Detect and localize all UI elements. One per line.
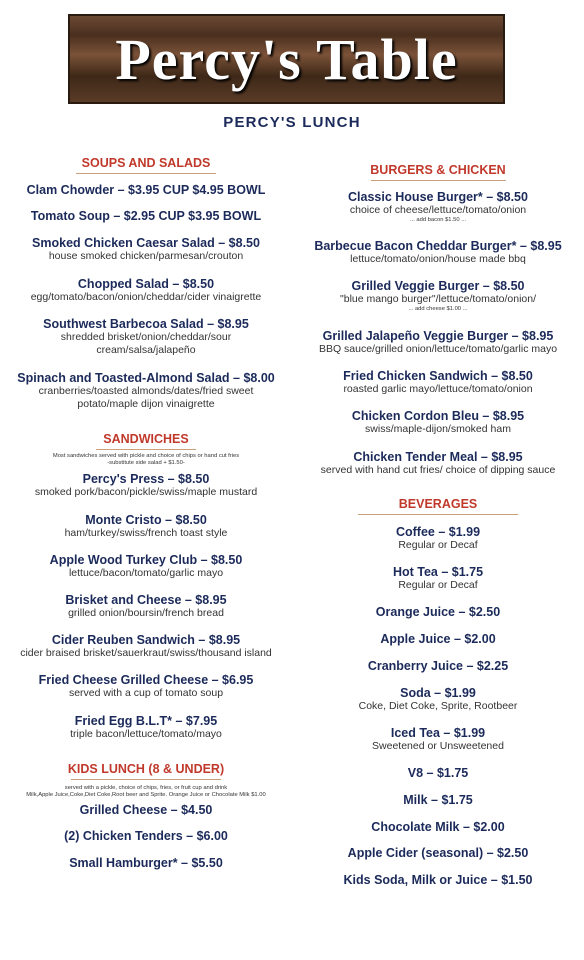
menu-item: Soda – $1.99 Coke, Diet Coke, Sprite, Rootbeer	[358, 686, 518, 712]
menu-item: Kids Soda, Milk or Juice – $1.50	[343, 873, 533, 887]
section-heading-burgers: BURGERS & CHICKEN	[292, 163, 584, 181]
section-note: served with a pickle, choice of chips, fries, or fruit cup and drink Milk,Apple Juice,Coke,Diet Coke,Root beer and Sprite. Orange Juice or Chocolate Milk $1.00	[26, 785, 266, 798]
menu-item: Barbecue Bacon Cheddar Burger* – $8.95 lettuce/tomato/onion/house made bbq	[314, 239, 562, 265]
menu-item: Chicken Cordon Bleu – $8.95 swiss/maple-dijon/smoked ham	[351, 409, 525, 435]
menu-item: Chopped Salad – $8.50 egg/tomato/bacon/onion/cheddar/cider vinaigrette	[30, 277, 262, 303]
menu-item: Clam Chowder – $3.95 CUP $4.95 BOWL	[26, 183, 266, 197]
menu-item: Apple Wood Turkey Club – $8.50 lettuce/bacon/tomato/garlic mayo	[49, 553, 243, 579]
menu-item: (2) Chicken Tenders – $6.00	[64, 829, 228, 843]
menu-item: Iced Tea – $1.99 Sweetened or Unsweetened	[372, 726, 504, 752]
menu-item: Fried Egg B.L.T* – $7.95 triple bacon/lettuce/tomato/mayo	[70, 714, 222, 740]
menu-item: Fried Chicken Sandwich – $8.50 roasted garlic mayo/lettuce/tomato/onion	[343, 369, 533, 395]
menu-item: Cider Reuben Sandwich – $8.95 cider braised brisket/sauerkraut/swiss/thousand island	[20, 633, 272, 659]
menu-item: Monte Cristo – $8.50 ham/turkey/swiss/french toast style	[64, 513, 228, 539]
banner	[68, 14, 505, 104]
section-heading-beverages: BEVERAGES	[292, 497, 584, 515]
menu-item: Fried Cheese Grilled Cheese – $6.95 served with a cup of tomato soup	[38, 673, 254, 699]
section-heading-soups: SOUPS AND SALADS	[0, 156, 292, 174]
menu-item: Spinach and Toasted-Almond Salad – $8.00 cranberries/toasted almonds/dates/fried sweet potato/maple dijon vinaigrette	[17, 371, 275, 410]
section-heading-sandwiches: SANDWICHES	[0, 432, 292, 450]
menu-item: Cranberry Juice – $2.25	[367, 659, 509, 673]
menu-item: Coffee – $1.99 Regular or Decaf	[395, 525, 481, 551]
menu-item: V8 – $1.75	[407, 766, 469, 780]
menu-item: Small Hamburger* – $5.50	[69, 856, 223, 870]
menu-item: Southwest Barbecoa Salad – $8.95 shredded brisket/onion/cheddar/sour cream/salsa/jalapeño	[43, 317, 249, 356]
menu-item: Smoked Chicken Caesar Salad – $8.50 house smoked chicken/parmesan/crouton	[32, 236, 260, 262]
menu-item: Apple Cider (seasonal) – $2.50	[347, 846, 529, 860]
menu-item: Milk – $1.75	[403, 793, 473, 807]
menu-item: Orange Juice – $2.50	[375, 605, 501, 619]
menu-item: Chicken Tender Meal – $8.95 served with hand cut fries/ choice of dipping sauce	[320, 450, 556, 476]
section-note: Most sandwiches served with pickle and choice of chips or hand cut fries -substitute side salad + $1.50-	[52, 453, 240, 466]
menu-item: Apple Juice – $2.00	[380, 632, 496, 646]
menu-item: Grilled Cheese – $4.50	[79, 803, 213, 817]
menu-item: Tomato Soup – $2.95 CUP $3.95 BOWL	[30, 209, 262, 223]
menu-item: Grilled Veggie Burger – $8.50 "blue mango burger"/lettuce/tomato/onion/ ... add cheese $1.00 ...	[340, 279, 536, 312]
menu-item: Chocolate Milk – $2.00	[371, 820, 505, 834]
menu-item: Percy's Press – $8.50 smoked pork/bacon/pickle/swiss/maple mustard	[34, 472, 258, 498]
restaurant-logo-title: Percy's Table	[115, 26, 458, 92]
menu-title: PERCY'S LUNCH	[223, 114, 361, 131]
menu-item: Hot Tea – $1.75 Regular or Decaf	[392, 565, 484, 591]
menu-item: Brisket and Cheese – $8.95 grilled onion/boursin/french bread	[65, 593, 227, 619]
menu-item: Classic House Burger* – $8.50 choice of cheese/lettuce/tomato/onion ... add bacon $1.50 ...	[348, 190, 528, 223]
section-heading-kids: KIDS LUNCH (8 & UNDER)	[0, 762, 292, 780]
menu-item: Grilled Jalapeño Veggie Burger – $8.95 BBQ sauce/grilled onion/lettuce/tomato/garlic mayo	[318, 329, 558, 355]
